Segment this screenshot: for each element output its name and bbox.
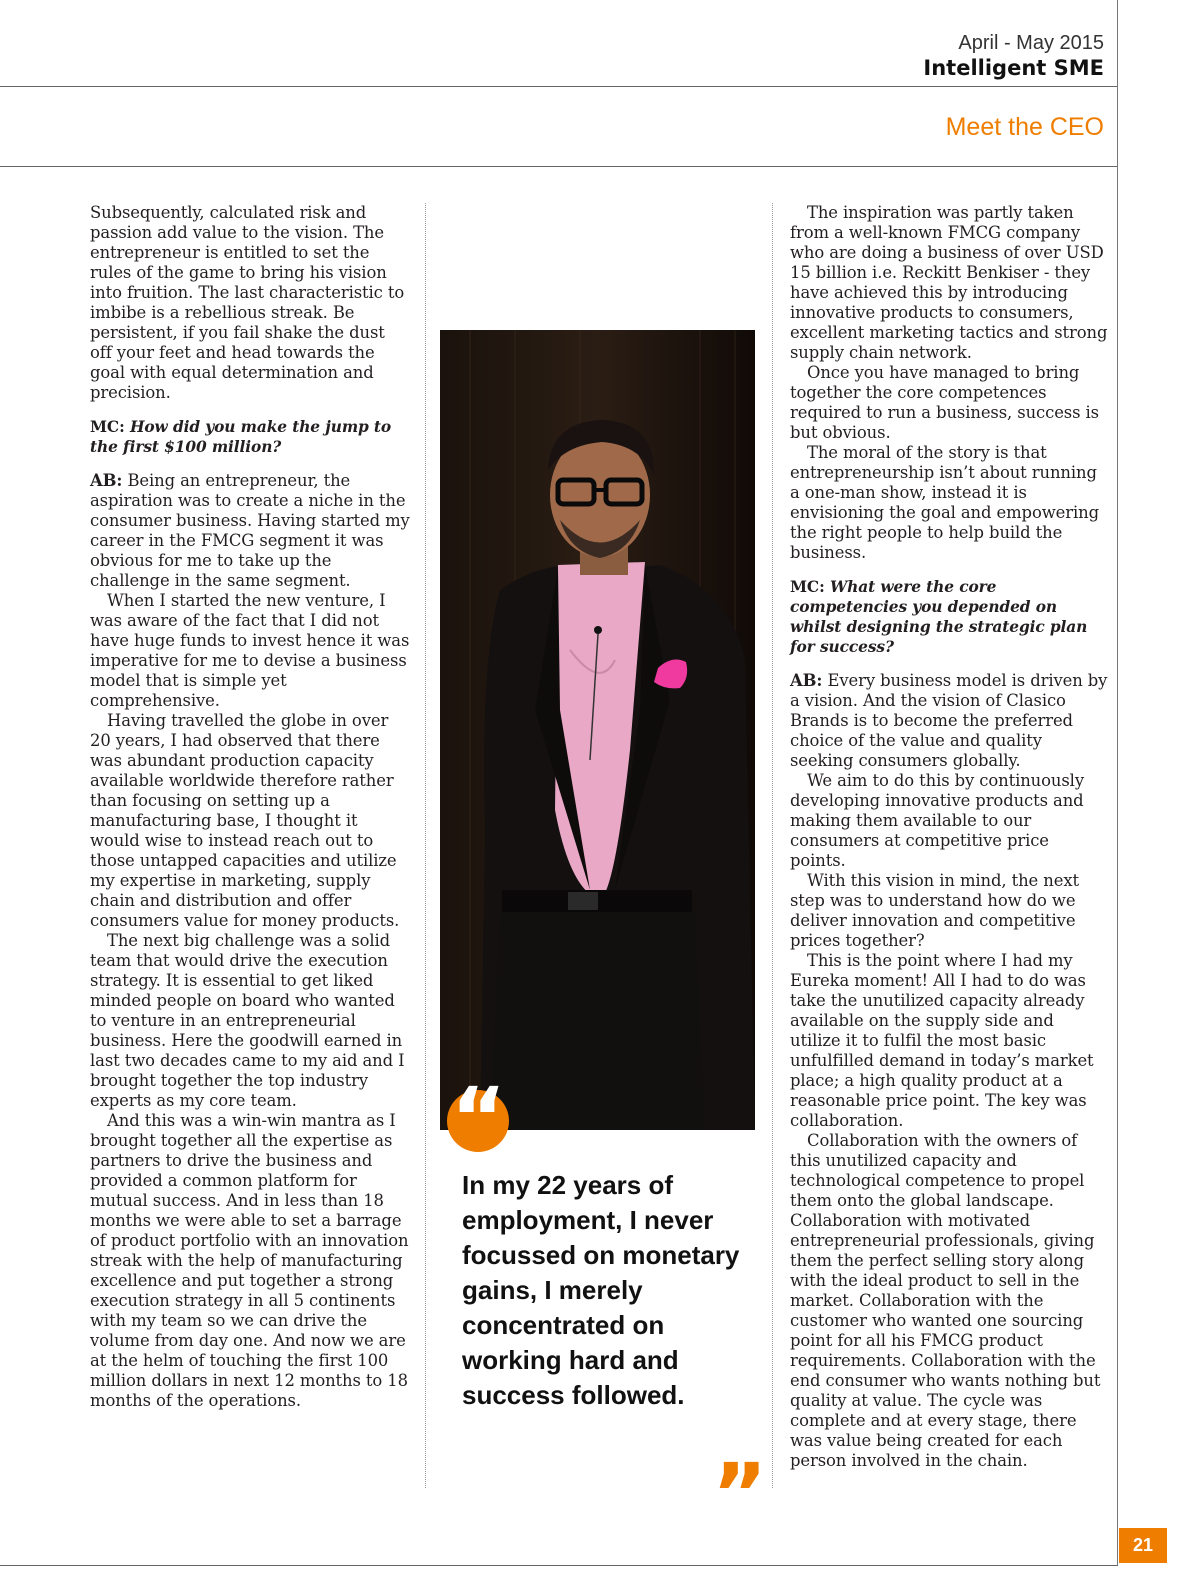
paragraph: Once you have managed to bring together the core competences required to run a business, success is but obvious.: [790, 363, 1099, 442]
speaker-tag: MC:: [90, 418, 125, 436]
paragraph: This is the point where I had my Eureka moment! All I had to do was take the unutilized capacity already available on the supply side and utilize it to fulfil the most basic unfulfilled demand in today’s market place; a high quality product at a reasonable price point. The key was collaboration.: [790, 951, 1094, 1130]
paragraph: Subsequently, calculated risk and passion add value to the vision. The entrepreneur is entitled to set the rules of the game to bring his vision into fruition. The last characteristic to imbibe is a rebellious streak. Be persistent, if you fail shake the dust off your feet and head towards the goal with equal determination and precision.: [90, 203, 405, 402]
column-divider-left: [425, 203, 426, 1488]
pull-quote: In my 22 years of employment, I never focussed on monetary gains, I merely concentrated on working hard and success followed.: [462, 1170, 740, 1410]
paragraph: Collaboration with the owners of this unutilized capacity and technological competence to propel them onto the global landscape. Collaboration with motivated entrepreneurial professionals, giving them the perfect selling story along with the ideal product to sell in the market. Collaboration with the customer who wanted one sourcing point for all his FMCG product requirements. Collaboration with the end consumer who wants nothing but quality at value. The cycle was complete and at every stage, there was value being created for each person involved in the chain.: [790, 1131, 1101, 1470]
page-edge-rule: [1117, 0, 1118, 1565]
interview-question: [90, 417, 410, 457]
open-quote-mark: “: [447, 1090, 509, 1152]
answer-text: Every business model is driven by a vision. And the vision of Clasico Brands is to become the preferred choice of the value and quality seeking consumers globally.: [790, 671, 1108, 770]
paragraph: And this was a win-win mantra as I brought together all the expertise as partners to drive the business and provided a common platform for mutual success. And in less than 18 months we were able to set a barrage of product portfolio with an innovation streak with the help of manufacturing excellence and put together a strong execution strategy in all 5 continents with my team so we can drive the volume from day one. And now we are at the helm of touching the first 100 million dollars in next 12 months to 18 months of the operations.: [90, 1111, 409, 1410]
speaker-tag: MC:: [790, 578, 825, 596]
article-column-left: [90, 203, 410, 1411]
paragraph: We aim to do this by continuously developing innovative products and making them available to our consumers at competitive price points.: [790, 771, 1084, 870]
page-number: 21: [1119, 1528, 1167, 1563]
magazine-title: Intelligent SME: [923, 56, 1104, 80]
paragraph: Having travelled the globe in over 20 years, I had observed that there was abundant production capacity available worldwide therefore rather than focusing on setting up a manufacturing base, I thought it would wise to instead reach out to those untapped capacities and utilize my expertise in marketing, supply chain and distribution and offer consumers value for money products.: [90, 711, 400, 930]
ceo-photo: [440, 330, 755, 1130]
header-divider: [0, 86, 1118, 87]
paragraph: The moral of the story is that entrepreneurship isn’t about running a one-man show, instead it is envisioning the goal and empowering the right people to help build the business.: [790, 443, 1099, 562]
answer-text: Being an entrepreneur, the aspiration was to create a niche in the consumer business. Having started my career in the FMCG segment it was obvious for me to take up the challenge in the same segment.: [90, 471, 410, 590]
paragraph: With this vision in mind, the next step was to understand how do we deliver innovation and competitive prices together?: [790, 871, 1079, 950]
paragraph: When I started the new venture, I was aware of the fact that I did not have huge funds to invest hence it was imperative for me to devise a business model that is simple yet comprehensive.: [90, 591, 410, 710]
column-divider-right: [772, 203, 773, 1488]
interview-answer: [90, 471, 410, 591]
paragraph: The inspiration was partly taken from a well-known FMCG company who are doing a business of over USD 15 billion i.e. Reckitt Benkiser - they have achieved this by introducing innovative products to consumers, excellent marketing tactics and strong supply chain network.: [790, 203, 1108, 362]
section-divider: [0, 166, 1118, 167]
paragraph: The next big challenge was a solid team that would drive the execution strategy. It is essential to get liked minded people on board who wanted to venture in an entrepreneurial business. Here the goodwill earned in last two decades came to my aid and I brought together the top industry experts as my core team.: [90, 931, 405, 1110]
speaker-tag: AB:: [90, 471, 123, 490]
speaker-tag: AB:: [790, 671, 823, 690]
question-text: What were the core competencies you depended on whilst designing the strategic plan for success?: [790, 578, 1088, 656]
question-text: How did you make the jump to the first $100 million?: [90, 418, 392, 456]
interview-answer: [790, 671, 1108, 771]
article-column-right: [790, 203, 1108, 1471]
issue-date: April - May 2015: [958, 32, 1104, 54]
footer-rule: [0, 1565, 1118, 1566]
close-quote-mark: ”: [712, 1445, 768, 1543]
section-title: Meet the CEO: [945, 113, 1104, 141]
interview-question: [790, 577, 1108, 657]
